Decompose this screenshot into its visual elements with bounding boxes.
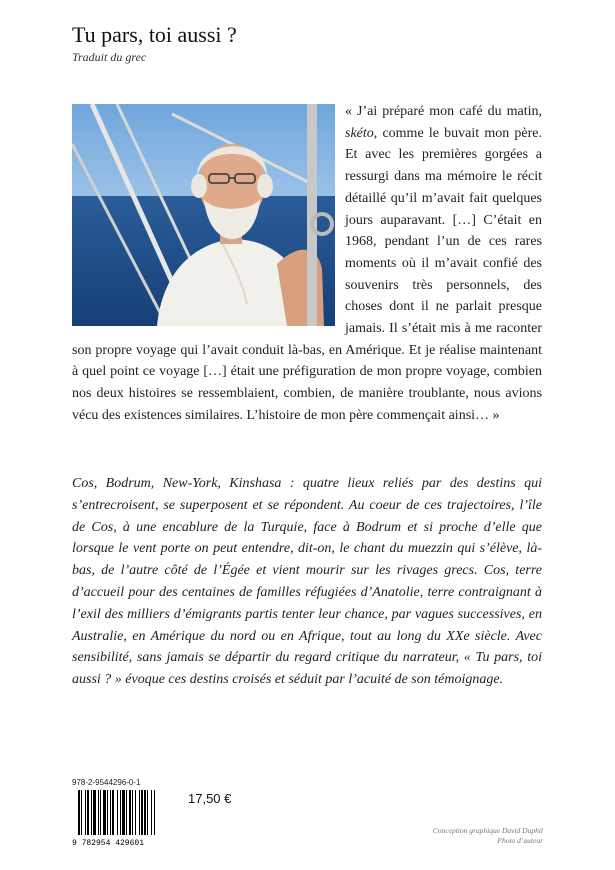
- barcode-bar: [129, 790, 131, 835]
- barcode-bar: [85, 790, 86, 835]
- price: 17,50 €: [188, 791, 232, 806]
- barcode-bar: [98, 790, 99, 835]
- isbn-number: 978-2-9544296-0-1: [72, 778, 141, 787]
- barcode-bar: [112, 790, 114, 835]
- barcode-bar: [139, 790, 140, 835]
- barcode: [72, 790, 180, 846]
- design-credit: Conception graphique David Duphil: [432, 826, 543, 835]
- barcode-bar: [87, 790, 89, 835]
- barcode-bar: [122, 790, 125, 835]
- barcode-bar: [144, 790, 146, 835]
- barcode-bar: [117, 790, 118, 835]
- translation-note: Traduit du grec: [72, 50, 147, 64]
- barcode-bar: [126, 790, 127, 835]
- barcode-bar: [135, 790, 136, 835]
- excerpt-emphasis: skéto: [345, 125, 374, 141]
- barcode-bar: [147, 790, 148, 835]
- barcode-bar: [132, 790, 133, 835]
- barcode-graphic: [72, 790, 180, 846]
- photo-credit: Photo d’auteur: [497, 836, 543, 845]
- barcode-bar: [93, 790, 96, 835]
- barcode-bar: [154, 790, 155, 835]
- barcode-bar: [141, 790, 143, 835]
- photo-wrap-space: [72, 101, 345, 327]
- barcode-bar: [110, 790, 111, 835]
- barcode-bar: [78, 790, 80, 835]
- barcode-bar: [103, 790, 106, 835]
- book-title: Tu pars, toi aussi ?: [72, 22, 237, 47]
- barcode-bar: [91, 790, 92, 835]
- credits: [433, 826, 543, 846]
- barcode-bar: [100, 790, 101, 835]
- barcode-bar: [81, 790, 82, 835]
- book-excerpt: [72, 101, 542, 427]
- back-cover-blurb: Cos, Bodrum, New-York, Kinshasa : quatre lieux reliés par des destins qui s’entrecroisent, se superposent et se répondent. Au coeur de ces trajectoires, l’île de Cos, à une encablure de la Turquie, face à Bodrum et si proche d’elle que lorsque le vent porte on peut entendre, dit-on, le chant du muezzin qui s’élève, là-bas, de l’autre côté de l’Égée et vient mourir sur les rivages grecs. Cos, terre d’accueil pour des centaines de familles réfugiées d’Anatolie, terre contraignant à l’exil des milliers d’émigrants partis tenter leur chance, par vagues successives, en Australie, en Amérique du nord ou en Afrique, tout au long du XXe siècle. Avec sensibilité, sans jamais se départir du regard critique du narrateur, « Tu pars, toi aussi ? » évoque ces destins croisés et séduit par l’acuité de son témoignage.: [72, 476, 542, 688]
- barcode-digits: 9 782954 429601: [72, 839, 145, 846]
- excerpt-text: « J’ai préparé mon café du matin, skéto, comme le buvait mon père. Et avec les premières gorgées a ressurgi dans ma mémoire le récit détaillé qu’il m’avait fait quelques jours auparavant. […] C’était en 1968, pendant l’un de ces rares moments où il m’avait confié des souvenirs très personnels, des choses dont il ne parlait presque jamais. Il s’était mis à me raconter son propre voyage qui l’avait conduit là-bas, en Amérique. Et je réalise maintenant à quel point ce voyage […] était une préfiguration de mon propre voyage, combien nos deux histoires se ressemblaient, combien, de manière troublante, nous avions vécu des existences similaires. L’histoire de mon père commençait ainsi… »: [72, 104, 542, 423]
- barcode-bar: [151, 790, 152, 835]
- barcode-bar: [107, 790, 108, 835]
- barcode-bar: [120, 790, 121, 835]
